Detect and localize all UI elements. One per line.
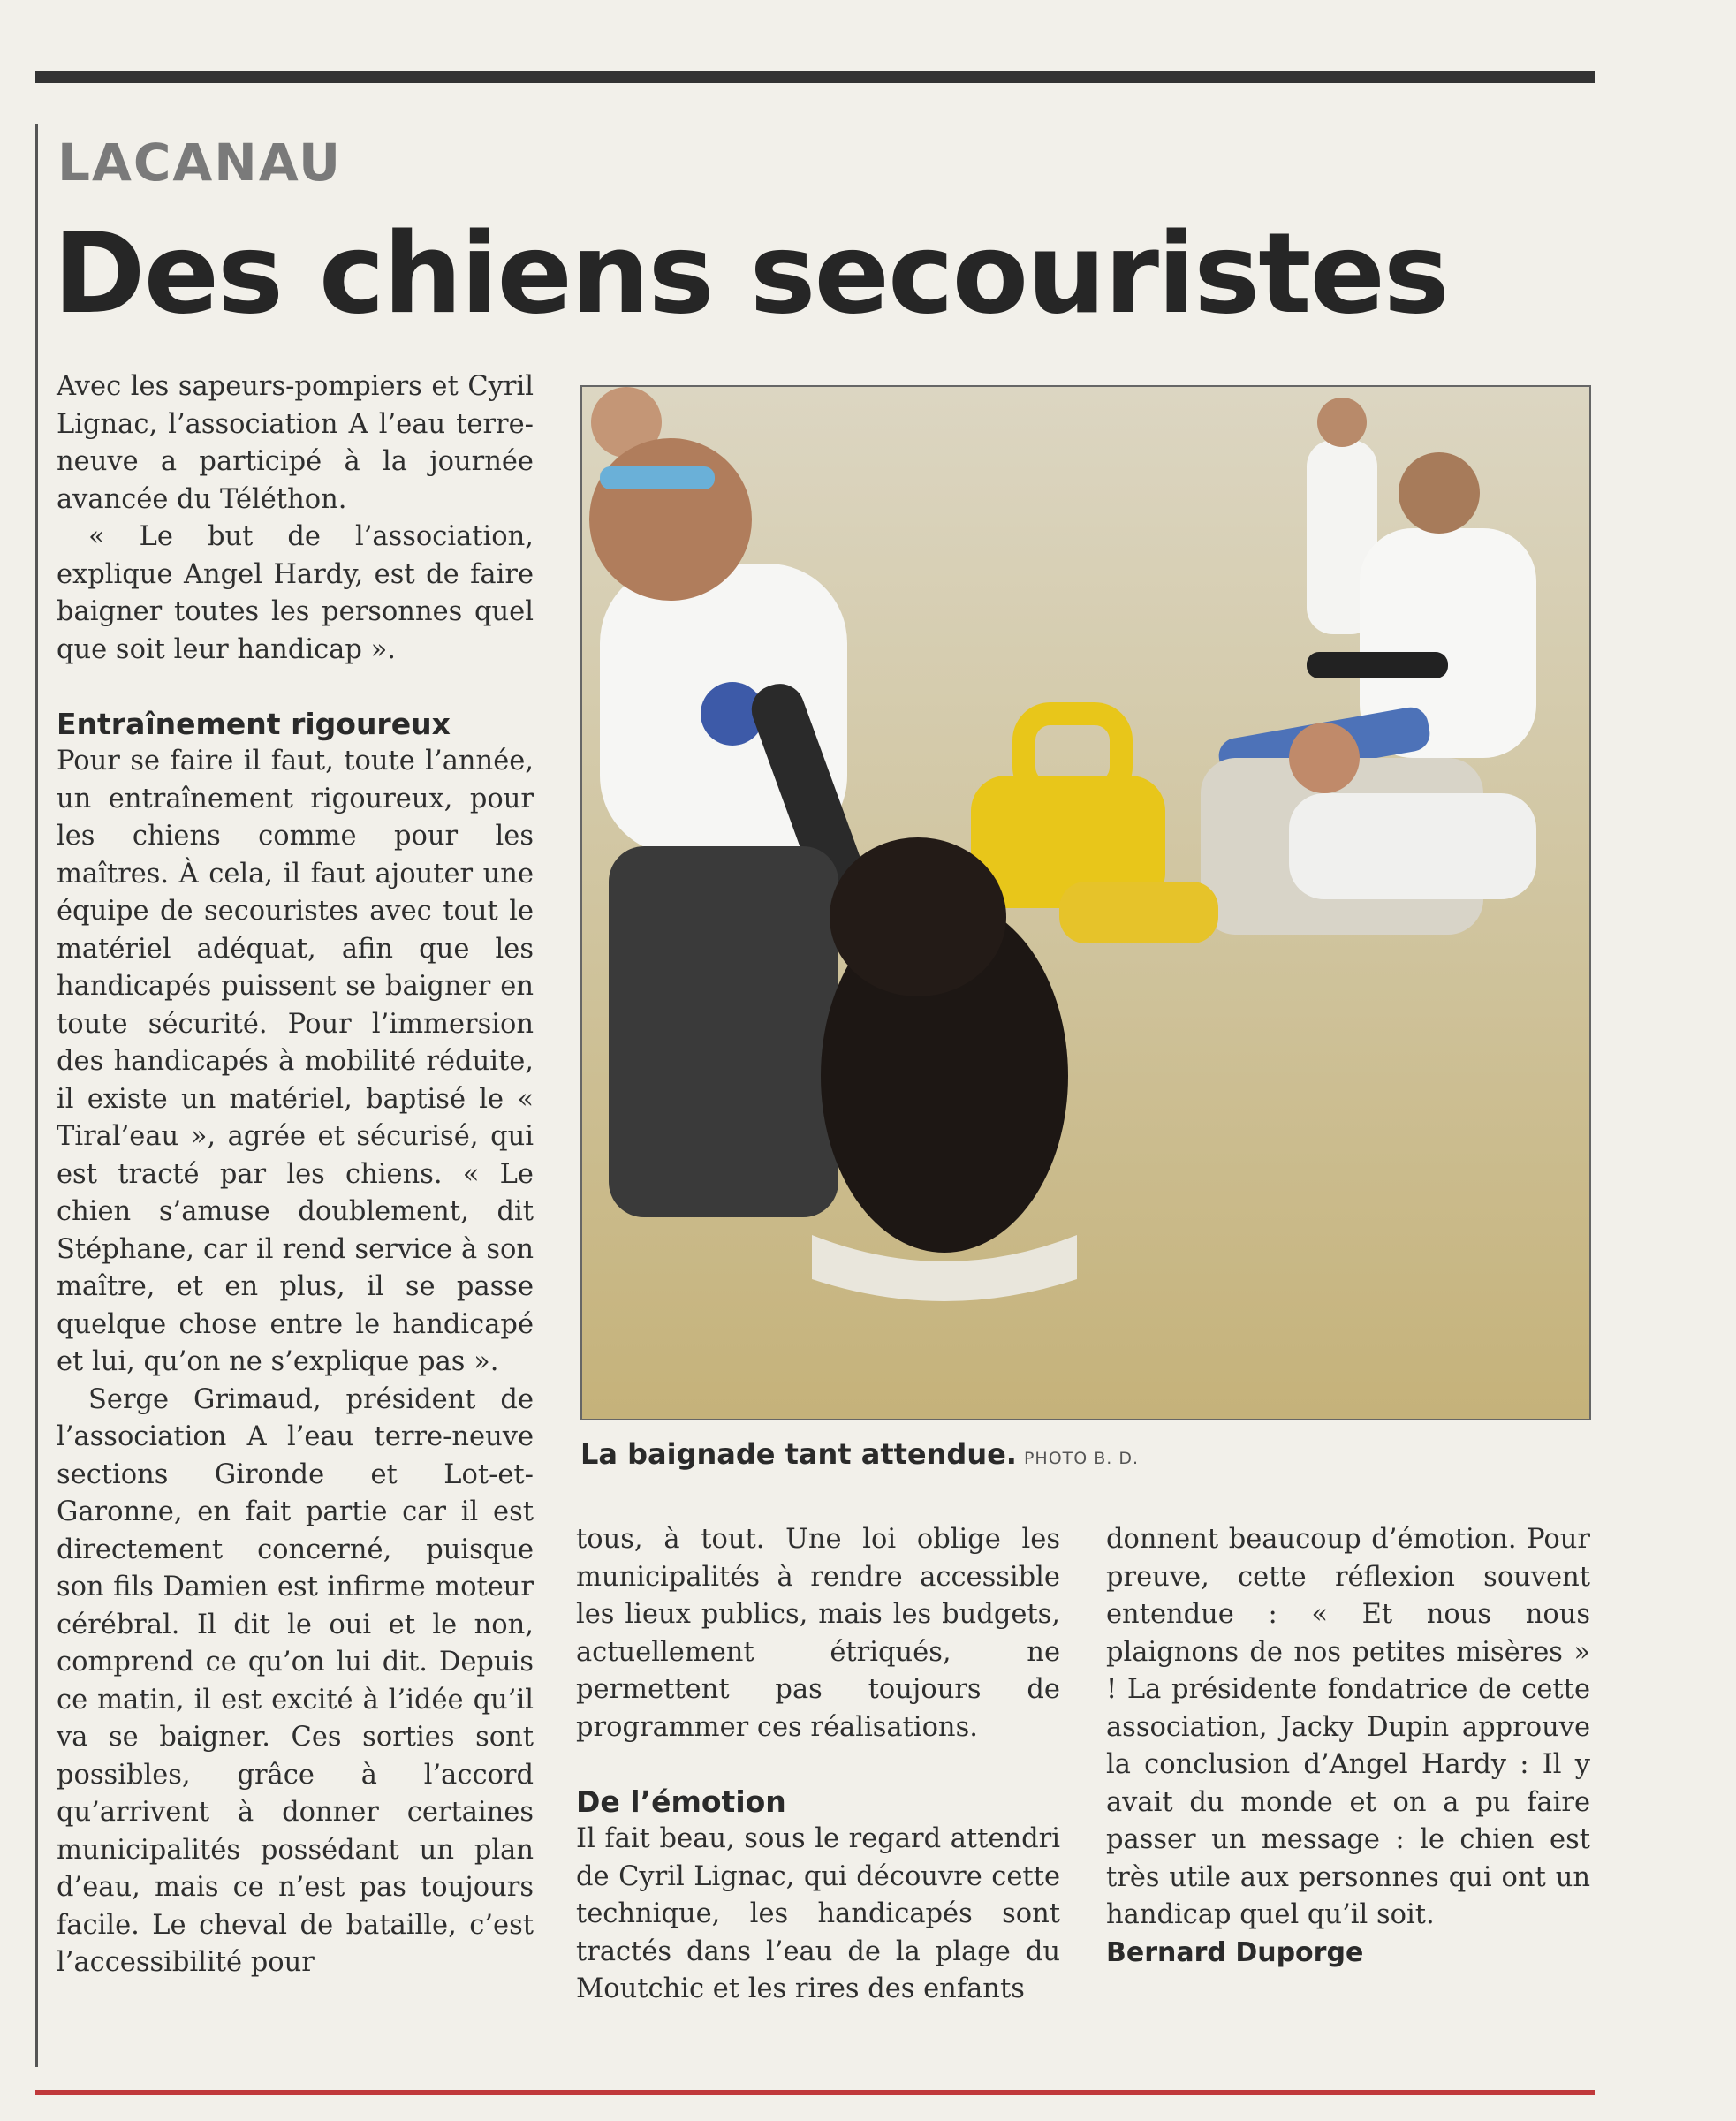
bottom-rule bbox=[35, 2090, 1595, 2095]
photo-credit: PHOTO B. D. bbox=[1023, 1449, 1140, 1468]
paragraph: Serge Grimaud, président de l’association A l’eau terre-neuve sections Gironde et Lot-et-Garonne, en fait partie car il est directement concerné, puisque son fils Damien est infirme moteur cérébral. Il dit le oui et le non, comprend ce qu’on lui dit. Depuis ce matin, il est excité à l’idée qu’il va se baigner. Ces sorties sont possibles, grâce à l’accord qu’arrivent à donner certaines municipalités possédant un plan d’eau, mais ce n’est pas toujours facile. Le cheval de bataille, c’est l’accessibilité pour bbox=[57, 1383, 534, 1978]
paragraph: donnent beaucoup d’émotion. Pour preuve, cette réflexion souvent entendue : « Et nous nous plaignons de nos petites misères » ! La présidente fondatrice de cette association, Jacky Dupin approuve la conclusion d’Angel Hardy : Il y avait du monde et on a pu faire passer un message : le chien est très utile aux personnes qui ont un handicap quel qu’il soit. bbox=[1106, 1524, 1590, 1930]
photo-illustration bbox=[582, 387, 1589, 1419]
article-column-2 bbox=[576, 1521, 1060, 2009]
top-rule bbox=[35, 71, 1595, 83]
caption-text: La baignade tant attendue. bbox=[580, 1437, 1017, 1471]
headline: Des chiens secouristes bbox=[53, 208, 1448, 338]
article-photo bbox=[580, 385, 1591, 1420]
subheading: Entraînement rigoureux bbox=[57, 707, 451, 741]
left-column-rule bbox=[35, 124, 38, 2067]
article-column-3 bbox=[1106, 1521, 1590, 1972]
article-column-1 bbox=[57, 368, 534, 1982]
photo-caption bbox=[580, 1437, 1588, 1471]
section-kicker: LACANAU bbox=[57, 133, 343, 193]
author-byline: Bernard Duporge bbox=[1106, 1936, 1364, 1968]
paragraph: « Le but de l’association, explique Angel Hardy, est de faire baigner toutes les personnes quel que soit leur handicap ». bbox=[57, 521, 534, 665]
paragraph: Pour se faire il faut, toute l’année, un entraînement rigoureux, pour les chiens comme pour les maîtres. À cela, il faut ajouter une équipe de secouristes avec tout le matériel adéquat, afin que les handicapés puissent se baigner en toute sécurité. Pour l’immersion des handicapés à mobilité réduite, il existe un matériel, baptisé le « Tiral’eau », agrée et sécurisé, qui est tracté par les chiens. « Le chien s’amuse doublement, dit Stéphane, car il rend service à son maître, et en plus, il se passe quelque chose entre le handicapé et lui, qu’on ne s’explique pas ». bbox=[57, 746, 534, 1377]
paragraph: Il fait beau, sous le regard attendri de Cyril Lignac, qui découvre cette technique, les handicapés sont tractés dans l’eau de la plage du Moutchic et les rires des enfants bbox=[576, 1823, 1060, 2004]
paragraph: tous, à tout. Une loi oblige les municipalités à rendre accessible les lieux publics, mais les budgets, actuellement étriqués, ne permettent pas toujours de programmer ces réalisations. bbox=[576, 1524, 1060, 1743]
paragraph: Avec les sapeurs-pompiers et Cyril Lignac, l’association A l’eau terre-neuve a participé à la journée avancée du Téléthon. bbox=[57, 371, 534, 515]
subheading: De l’émotion bbox=[576, 1784, 786, 1819]
